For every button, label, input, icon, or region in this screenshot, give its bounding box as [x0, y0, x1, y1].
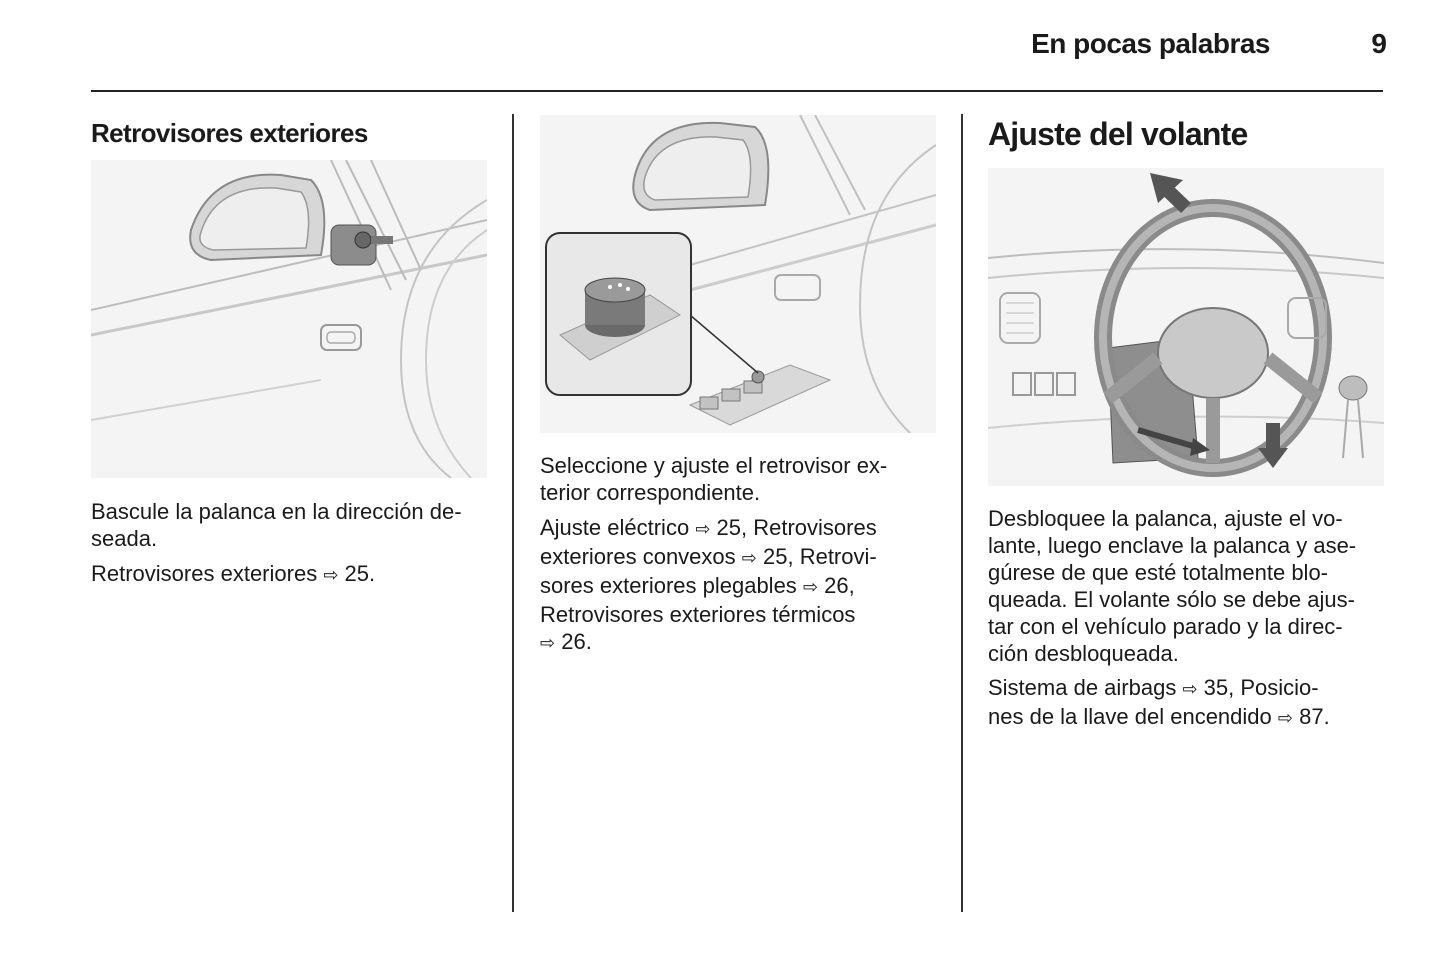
text-line: Seleccione y ajuste el retrovisor ex- [540, 453, 888, 478]
reference-arrow-icon: ⇨ [695, 519, 711, 540]
reference-text: Sistema de airbags [988, 675, 1177, 700]
reference-arrow-icon: ⇨ [540, 633, 556, 654]
column-divider [961, 114, 963, 912]
reference-text: exteriores convexos [540, 544, 736, 569]
reference-arrow-icon: ⇨ [1277, 708, 1293, 729]
section-heading-steering: Ajuste del volante [988, 116, 1248, 152]
page-number: 9 [1371, 28, 1387, 59]
reference-text: Retrovisores exteriores [91, 561, 318, 586]
reference-text: Ajuste eléctrico [540, 515, 690, 540]
column-mirrors [91, 110, 489, 149]
mirror-adjust-switch-illustration-icon [540, 115, 936, 433]
paragraph-mirror-references [540, 514, 938, 657]
reference-text: nes de la llave del encendido [988, 704, 1272, 729]
text-line: terior correspondiente. [540, 480, 761, 505]
reference-text: 26, [824, 573, 855, 598]
reference-text: sores exteriores plegables [540, 573, 797, 598]
reference-arrow-icon: ⇨ [802, 577, 819, 598]
reference-arrow-icon: ⇨ [1182, 679, 1198, 700]
steering-wheel-adjust-illustration-icon [988, 168, 1384, 486]
reference-arrow-icon: ⇨ [741, 548, 757, 569]
paragraph-steering-instruction [988, 505, 1386, 667]
text-line: queada. El volante sólo se debe ajus- [988, 587, 1355, 612]
page-header-title: En pocas palabras [1031, 28, 1270, 59]
reference-text: 87. [1299, 704, 1330, 729]
paragraph-steering-references [988, 674, 1386, 732]
reference-text: Retrovisores exteriores térmicos [540, 602, 856, 627]
reference-text: 26. [561, 629, 592, 654]
column-steering [988, 110, 1386, 153]
reference-arrow-icon: ⇨ [323, 565, 339, 586]
exterior-mirror-illustration-icon [91, 160, 487, 478]
paragraph-lever-instruction [91, 498, 489, 552]
header-rule [91, 90, 1383, 92]
text-line: Desbloquee la palanca, ajuste el vo- [988, 506, 1343, 531]
text-line: gúrese de que esté totalmente blo- [988, 560, 1329, 585]
reference-text: 35, Posicio- [1203, 675, 1319, 700]
text-line: seada. [91, 526, 158, 551]
text-line: lante, luego enclave la palanca y ase- [988, 533, 1357, 558]
text-line: ción desbloqueada. [988, 641, 1179, 666]
section-heading-mirrors: Retrovisores exteriores [91, 118, 368, 148]
reference-page: 25. [344, 561, 376, 586]
column-divider [512, 114, 514, 912]
text-line: Bascule la palanca en la dirección de- [91, 499, 462, 524]
reference-text: 25, Retrovisores [716, 515, 877, 540]
reference-text: 25, Retrovi- [763, 544, 877, 569]
paragraph-mirror-reference [91, 560, 489, 589]
paragraph-select-mirror [540, 452, 938, 506]
text-line: tar con el vehículo parado y la direc- [988, 614, 1343, 639]
